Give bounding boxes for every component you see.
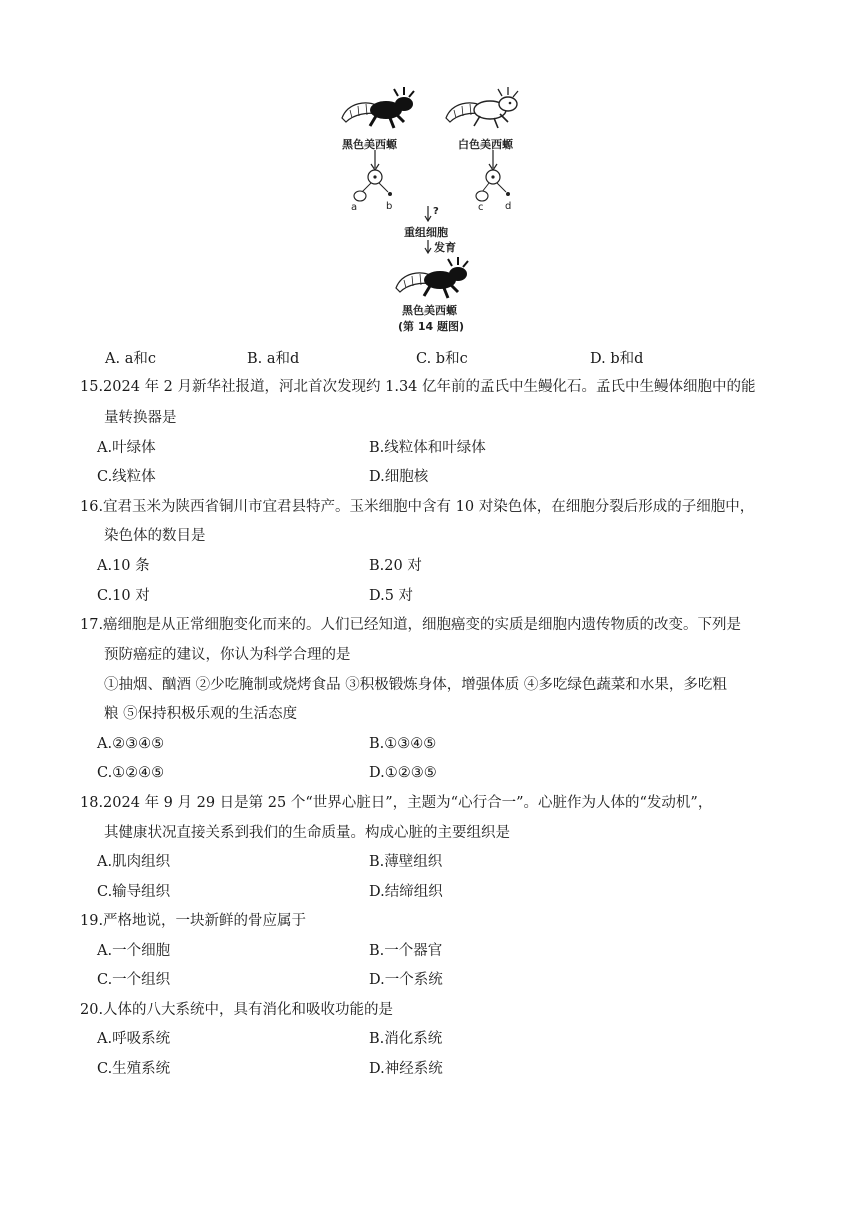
q16-stem-line1: 16.宜君玉米为陕西省铜川市宜君县特产。玉米细胞中含有 10 对染色体，在细胞分裂后形成的子细胞中， [80,499,755,515]
q16-option-d: D.5 对 [369,588,414,604]
q18-stem-line2: 其健康状况直接关系到我们的生命质量。构成心脏的主要组织是 [104,825,510,841]
q19-stem-line1: 19.严格地说，一块新鲜的骨应属于 [80,913,307,929]
q19-option-d: D.一个系统 [369,972,443,988]
q19-option-b: B.一个器官 [369,943,443,959]
q17-list-line1: ①抽烟、酗酒 ②少吃腌制或烧烤食品 ③积极锻炼身体，增强体质 ④多吃绿色蔬菜和水果，多吃粗 [104,677,727,693]
q16-stem-line2: 染色体的数目是 [104,528,206,544]
q17-list-line2: 粮 ⑤保持积极乐观的生活态度 [104,706,298,722]
q14-option-a: A. a和c [105,351,156,367]
label-egg-d: d [505,201,512,212]
white-axolotl-icon [446,87,518,128]
q18-option-b: B.薄壁组织 [369,854,443,870]
q20-option-c: C.生殖系统 [97,1061,171,1077]
q17-option-b: B.①③④⑤ [369,736,437,752]
q15-option-c: C.线粒体 [97,469,156,485]
q16-option-b: B.20 对 [369,558,422,574]
label-white-axolotl-top: 白色美西螈 [458,138,513,151]
figure-caption: (第 14 题图) [398,320,465,333]
q20-option-b: B.消化系统 [369,1031,443,1047]
q15-option-d: D.细胞核 [369,469,429,485]
black-axolotl-icon [342,87,414,128]
q18-option-a: A.肌肉组织 [97,854,171,870]
q17-option-a: A.②③④⑤ [97,736,165,752]
q18-stem-line1: 18.2024 年 9 月 29 日是第 25 个“世界心脏日”，主题为“心行合一”。心脏作为人体的“发动机”， [80,795,713,811]
q17-option-c: C.①②④⑤ [97,765,165,781]
label-egg-c: c [478,202,484,213]
q15-option-b: B.线粒体和叶绿体 [369,440,486,456]
q14-option-b: B. a和d [247,351,300,367]
q20-option-d: D.神经系统 [369,1061,443,1077]
q18-option-c: C.输导组织 [97,884,171,900]
q16-option-a: A.10 条 [97,558,150,574]
q17-option-d: D.①②③⑤ [369,765,437,781]
q15-option-a: A.叶绿体 [97,440,156,456]
question-14-figure [330,84,530,336]
q14-option-d: D. b和d [590,351,644,367]
q15-stem-line1: 15.2024 年 2 月新华社报道，河北首次发现约 1.34 亿年前的孟氏中生鳗化石。孟氏中生鳗体细胞中的能 [80,379,756,395]
label-egg-a: a [351,202,358,213]
q17-stem-line1: 17.癌细胞是从正常细胞变化而来的。人们已经知道，细胞癌变的实质是细胞内遗传物质的改变。下列是 [80,617,742,633]
label-black-axolotl-top: 黑色美西螈 [342,138,397,151]
label-recombined-cell: 重组细胞 [404,226,448,239]
q19-option-a: A.一个细胞 [97,943,171,959]
q16-option-c: C.10 对 [97,588,150,604]
label-develop: 发育 [434,241,456,254]
q17-stem-line2: 预防癌症的建议，你认为科学合理的是 [104,647,351,663]
q20-option-a: A.呼吸系统 [97,1031,171,1047]
result-axolotl-icon [396,257,468,298]
q19-option-c: C.一个组织 [97,972,171,988]
q14-option-c: C. b和c [416,351,468,367]
q20-stem-line1: 20.人体的八大系统中，具有消化和吸收功能的是 [80,1002,394,1018]
label-egg-b: b [386,201,393,212]
q18-option-d: D.结缔组织 [369,884,443,900]
label-black-axolotl-bottom: 黑色美西螈 [402,304,457,317]
q15-stem-line2: 量转换器是 [104,410,177,426]
label-question-mark: ? [433,206,439,217]
